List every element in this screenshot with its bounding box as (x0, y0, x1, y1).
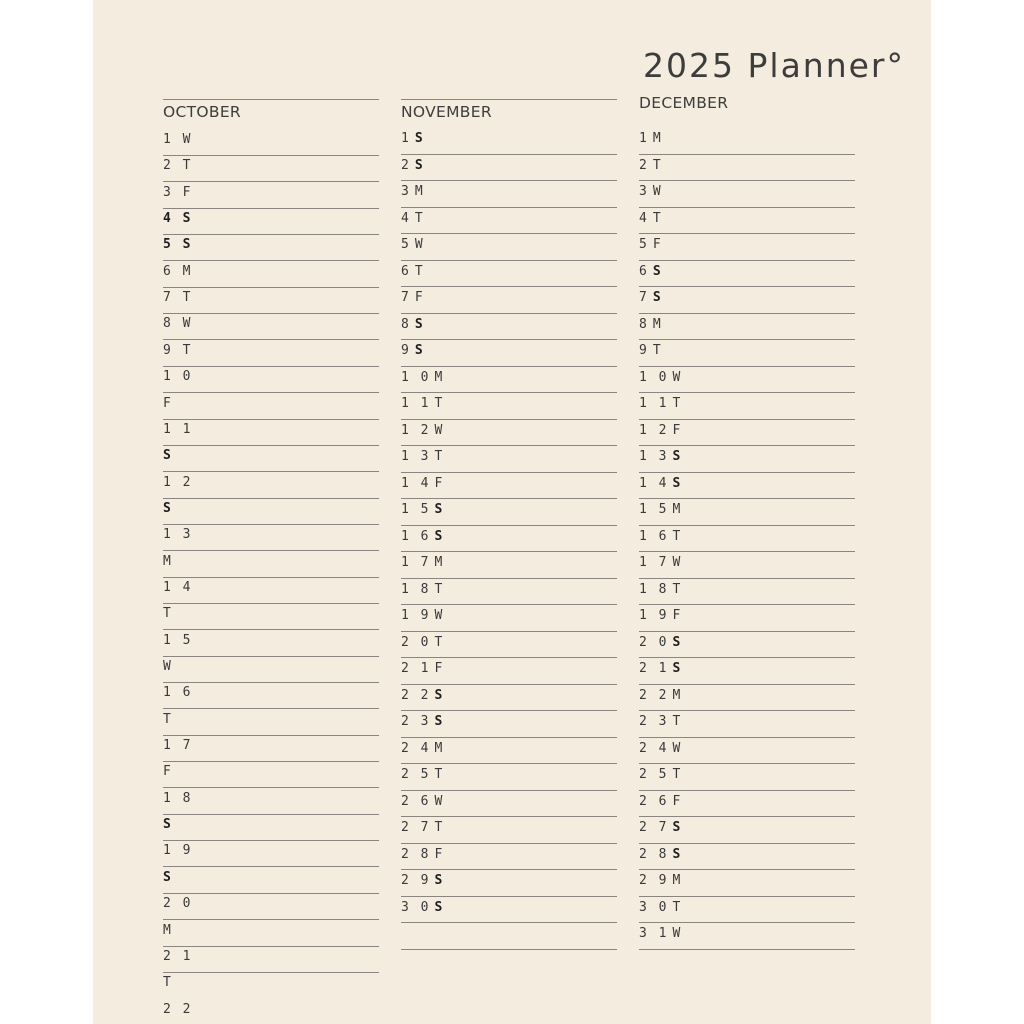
day-number: 1 4 (401, 475, 431, 491)
november-day-row (401, 764, 617, 791)
day-of-week: T (434, 449, 445, 464)
day-of-week: M (672, 687, 683, 703)
day-of-week: S (652, 290, 663, 305)
october-day-text: M (163, 922, 173, 938)
october-day-text: 8 W (163, 316, 193, 332)
day-of-week: F (434, 475, 445, 491)
day-of-week: T (652, 343, 663, 358)
october-day-text: F (163, 764, 173, 780)
day-of-week: S (414, 316, 425, 332)
december-day-row (639, 791, 855, 818)
october-day-text: 3 F (163, 184, 193, 200)
december-day-row (639, 420, 855, 447)
december-day-row (639, 817, 855, 844)
day-number: 3 0 (639, 899, 669, 915)
day-number: 1 2 (639, 422, 669, 438)
day-number: 2 (639, 157, 649, 173)
day-of-week: F (414, 290, 425, 305)
december-day-row (639, 870, 855, 897)
day-number: 2 5 (401, 767, 431, 782)
october-rule (163, 498, 379, 499)
day-number: 3 (639, 184, 649, 199)
day-number: 3 0 (401, 899, 431, 915)
day-of-week: S (672, 475, 683, 491)
day-of-week: S (652, 263, 663, 279)
december-day-row (639, 261, 855, 288)
day-number: 2 4 (639, 740, 669, 756)
november-day-row (401, 791, 617, 818)
october-rule (163, 946, 379, 947)
day-number: 1 3 (639, 449, 669, 464)
day-of-week: T (434, 581, 445, 597)
day-of-week: S (672, 634, 683, 650)
day-of-week: M (652, 131, 663, 146)
day-of-week: S (414, 157, 425, 173)
november-day-row (401, 685, 617, 712)
november-day-row (401, 340, 617, 367)
day-number: 2 2 (639, 687, 669, 703)
day-number: 2 9 (401, 873, 431, 888)
october-day-text: 1 3 (163, 527, 193, 543)
october-rule (163, 234, 379, 235)
october-rule (163, 787, 379, 788)
day-of-week: W (672, 926, 683, 941)
december-day-row (639, 234, 855, 261)
october-rule (163, 471, 379, 472)
november-day-row (401, 314, 617, 341)
october-rule (163, 339, 379, 340)
november-day-row (401, 711, 617, 738)
day-of-week: T (652, 210, 663, 226)
december-day-row (639, 923, 855, 950)
day-of-week: M (672, 873, 683, 888)
day-number: 2 2 (401, 687, 431, 703)
day-of-week: S (672, 820, 683, 835)
october-day-text: S (163, 869, 173, 885)
december-day-row (639, 685, 855, 712)
october-day-text: 1 W (163, 132, 193, 147)
december-day-row (639, 340, 855, 367)
october-rule (163, 392, 379, 393)
day-of-week: S (434, 528, 445, 544)
day-of-week: S (434, 687, 445, 703)
october-rule (163, 550, 379, 551)
december-day-row (639, 155, 855, 182)
day-of-week: S (414, 343, 425, 358)
day-number: 2 3 (401, 714, 431, 729)
day-of-week: T (434, 396, 445, 411)
day-number: 1 6 (639, 528, 669, 544)
october-day-text: 1 0 (163, 369, 193, 385)
december-day-row (639, 605, 855, 632)
day-number: 1 7 (401, 555, 431, 570)
day-number: 2 4 (401, 740, 431, 756)
october-rule (163, 287, 379, 288)
day-number: 2 3 (639, 714, 669, 729)
november-day-row (401, 844, 617, 871)
november-day-row (401, 128, 617, 155)
december-day-row (639, 499, 855, 526)
october-rule (163, 866, 379, 867)
october-day-text: S (163, 500, 173, 516)
day-of-week: W (672, 369, 683, 385)
day-of-week: T (434, 634, 445, 650)
november-day-row (401, 208, 617, 235)
october-rule (163, 208, 379, 209)
october-day-text: 2 2 (163, 1001, 193, 1017)
december-day-row (639, 393, 855, 420)
november-column (401, 99, 617, 950)
day-of-week: T (652, 157, 663, 173)
day-number: 2 8 (401, 846, 431, 862)
october-rule (163, 629, 379, 630)
december-day-row (639, 579, 855, 606)
day-of-week: M (434, 740, 445, 756)
november-day-row (401, 526, 617, 553)
day-of-week: T (672, 899, 683, 915)
october-rule (163, 419, 379, 420)
day-number: 1 5 (401, 502, 431, 517)
november-day-row (401, 870, 617, 897)
day-number: 1 0 (401, 369, 431, 385)
day-number: 2 0 (639, 634, 669, 650)
october-rule (163, 366, 379, 367)
october-rule (163, 972, 379, 973)
october-day-text: 6 M (163, 263, 193, 279)
day-of-week: M (672, 502, 683, 517)
day-of-week: S (434, 714, 445, 729)
october-day-text: T (163, 975, 173, 991)
day-of-week: W (652, 184, 663, 199)
day-number: 1 4 (639, 475, 669, 491)
december-day-row (639, 764, 855, 791)
day-of-week: T (414, 263, 425, 279)
day-number: 8 (639, 316, 649, 332)
october-rule (163, 181, 379, 182)
day-number: 1 8 (639, 581, 669, 597)
december-header: DECEMBER (639, 94, 729, 112)
december-day-row (639, 526, 855, 553)
day-number: 2 0 (401, 634, 431, 650)
october-rule (163, 445, 379, 446)
planner-page (93, 0, 931, 1024)
day-number: 7 (639, 290, 649, 305)
november-day-row (401, 261, 617, 288)
december-day-row (639, 208, 855, 235)
november-day-row (401, 632, 617, 659)
day-number: 1 2 (401, 422, 431, 438)
day-of-week: M (414, 184, 425, 199)
november-day-row (401, 155, 617, 182)
october-day-text: 1 5 (163, 632, 193, 648)
november-day-row (401, 367, 617, 394)
day-number: 6 (401, 263, 411, 279)
day-number: 1 6 (401, 528, 431, 544)
october-rule (163, 656, 379, 657)
october-day-text: 2 0 (163, 896, 193, 912)
october-day-text: 1 9 (163, 843, 193, 859)
day-number: 1 8 (401, 581, 431, 597)
day-number: 9 (401, 343, 411, 358)
december-day-row (639, 181, 855, 208)
october-day-text: 1 7 (163, 738, 193, 754)
day-of-week: F (672, 608, 683, 623)
october-column (163, 99, 379, 1024)
november-day-row (401, 897, 617, 924)
october-rule (163, 155, 379, 156)
day-of-week: T (434, 820, 445, 835)
december-day-row (639, 844, 855, 871)
december-day-row (639, 314, 855, 341)
december-day-row (639, 632, 855, 659)
day-of-week: S (672, 449, 683, 464)
day-number: 5 (401, 237, 411, 252)
day-of-week: F (434, 846, 445, 862)
december-day-row (639, 473, 855, 500)
october-day-text: 5 S (163, 237, 193, 253)
day-number: 2 1 (639, 661, 669, 676)
day-number: 2 7 (639, 820, 669, 835)
december-day-row (639, 658, 855, 685)
november-day-row (401, 552, 617, 579)
october-rule (163, 260, 379, 261)
day-number: 4 (401, 210, 411, 226)
october-day-text: 1 2 (163, 474, 193, 490)
day-of-week: T (672, 581, 683, 597)
october-rule (163, 708, 379, 709)
day-number: 2 9 (639, 873, 669, 888)
day-number: 2 1 (401, 661, 431, 676)
day-number: 1 0 (639, 369, 669, 385)
october-day-text: T (163, 711, 173, 727)
day-number: 3 1 (639, 926, 669, 941)
october-day-text: 2 T (163, 158, 193, 174)
day-of-week: F (434, 661, 445, 676)
november-day-row (401, 446, 617, 473)
october-rule (163, 577, 379, 578)
day-number: 2 6 (401, 793, 431, 809)
day-of-week: S (434, 873, 445, 888)
october-day-text: 7 T (163, 290, 193, 306)
december-days (639, 128, 855, 950)
day-number: 1 9 (401, 608, 431, 623)
december-day-row (639, 367, 855, 394)
day-of-week: S (434, 502, 445, 517)
november-day-row (401, 234, 617, 261)
october-rule (163, 735, 379, 736)
october-rule (163, 682, 379, 683)
day-of-week: F (672, 422, 683, 438)
day-number: 1 1 (401, 396, 431, 411)
day-of-week: T (672, 396, 683, 411)
day-of-week: M (434, 369, 445, 385)
october-header: OCTOBER (163, 99, 379, 128)
day-number: 5 (639, 237, 649, 252)
november-day-row (401, 499, 617, 526)
december-day-row (639, 738, 855, 765)
november-day-row (401, 738, 617, 765)
december-day-row (639, 128, 855, 155)
october-day-text: M (163, 553, 173, 569)
november-day-row (401, 181, 617, 208)
december-day-row (639, 446, 855, 473)
november-header: NOVEMBER (401, 99, 617, 128)
october-day-text: T (163, 606, 173, 622)
day-of-week: S (414, 131, 425, 146)
day-of-week: T (672, 767, 683, 782)
day-of-week: S (434, 899, 445, 915)
day-of-week: M (652, 316, 663, 332)
december-column (639, 94, 855, 950)
october-day-text: 1 8 (163, 790, 193, 806)
day-number: 1 5 (639, 502, 669, 517)
october-day-text: F (163, 395, 173, 411)
november-blank-row (401, 923, 617, 950)
day-number: 4 (639, 210, 649, 226)
october-day-text: 1 4 (163, 579, 193, 595)
day-number: 2 5 (639, 767, 669, 782)
day-number: 1 (639, 131, 649, 146)
october-day-text: 9 T (163, 342, 193, 358)
day-of-week: W (672, 555, 683, 570)
day-number: 2 6 (639, 793, 669, 809)
day-number: 7 (401, 290, 411, 305)
day-of-week: W (672, 740, 683, 756)
october-rule (163, 919, 379, 920)
day-number: 1 7 (639, 555, 669, 570)
october-rule (163, 313, 379, 314)
october-day-text: 1 1 (163, 421, 193, 437)
october-rule (163, 893, 379, 894)
november-day-row (401, 579, 617, 606)
october-rule (163, 603, 379, 604)
day-number: 3 (401, 184, 411, 199)
day-of-week: S (672, 661, 683, 676)
november-day-row (401, 605, 617, 632)
october-rule (163, 840, 379, 841)
october-day-text: S (163, 448, 173, 464)
december-day-row (639, 287, 855, 314)
november-day-row (401, 393, 617, 420)
day-number: 1 1 (639, 396, 669, 411)
october-rule (163, 814, 379, 815)
december-day-row (639, 552, 855, 579)
day-of-week: W (434, 608, 445, 623)
october-day-text: 1 6 (163, 685, 193, 701)
day-number: 2 8 (639, 846, 669, 862)
day-number: 1 3 (401, 449, 431, 464)
november-day-row (401, 817, 617, 844)
day-of-week: W (434, 422, 445, 438)
day-of-week: T (434, 767, 445, 782)
day-of-week: W (414, 237, 425, 252)
day-of-week: T (672, 714, 683, 729)
day-of-week: T (672, 528, 683, 544)
day-number: 8 (401, 316, 411, 332)
page-title: 2025 Planner° (643, 46, 905, 85)
day-number: 2 7 (401, 820, 431, 835)
november-day-row (401, 658, 617, 685)
october-rule (163, 524, 379, 525)
november-day-row (401, 473, 617, 500)
day-of-week: T (414, 210, 425, 226)
december-day-row (639, 897, 855, 924)
day-number: 1 9 (639, 608, 669, 623)
october-day-text: 4 S (163, 211, 193, 227)
day-number: 2 (401, 157, 411, 173)
october-day-text: S (163, 817, 173, 833)
november-day-row (401, 420, 617, 447)
day-number: 1 (401, 131, 411, 146)
day-number: 6 (639, 263, 649, 279)
day-of-week: M (434, 555, 445, 570)
october-day-text: 2 1 (163, 948, 193, 964)
day-of-week: F (652, 237, 663, 252)
october-day-text: W (163, 659, 173, 674)
october-rule (163, 761, 379, 762)
day-of-week: W (434, 793, 445, 809)
october-days (163, 128, 379, 1024)
day-number: 9 (639, 343, 649, 358)
november-day-row (401, 287, 617, 314)
day-of-week: F (672, 793, 683, 809)
december-day-row (639, 711, 855, 738)
day-of-week: S (672, 846, 683, 862)
november-days (401, 128, 617, 950)
